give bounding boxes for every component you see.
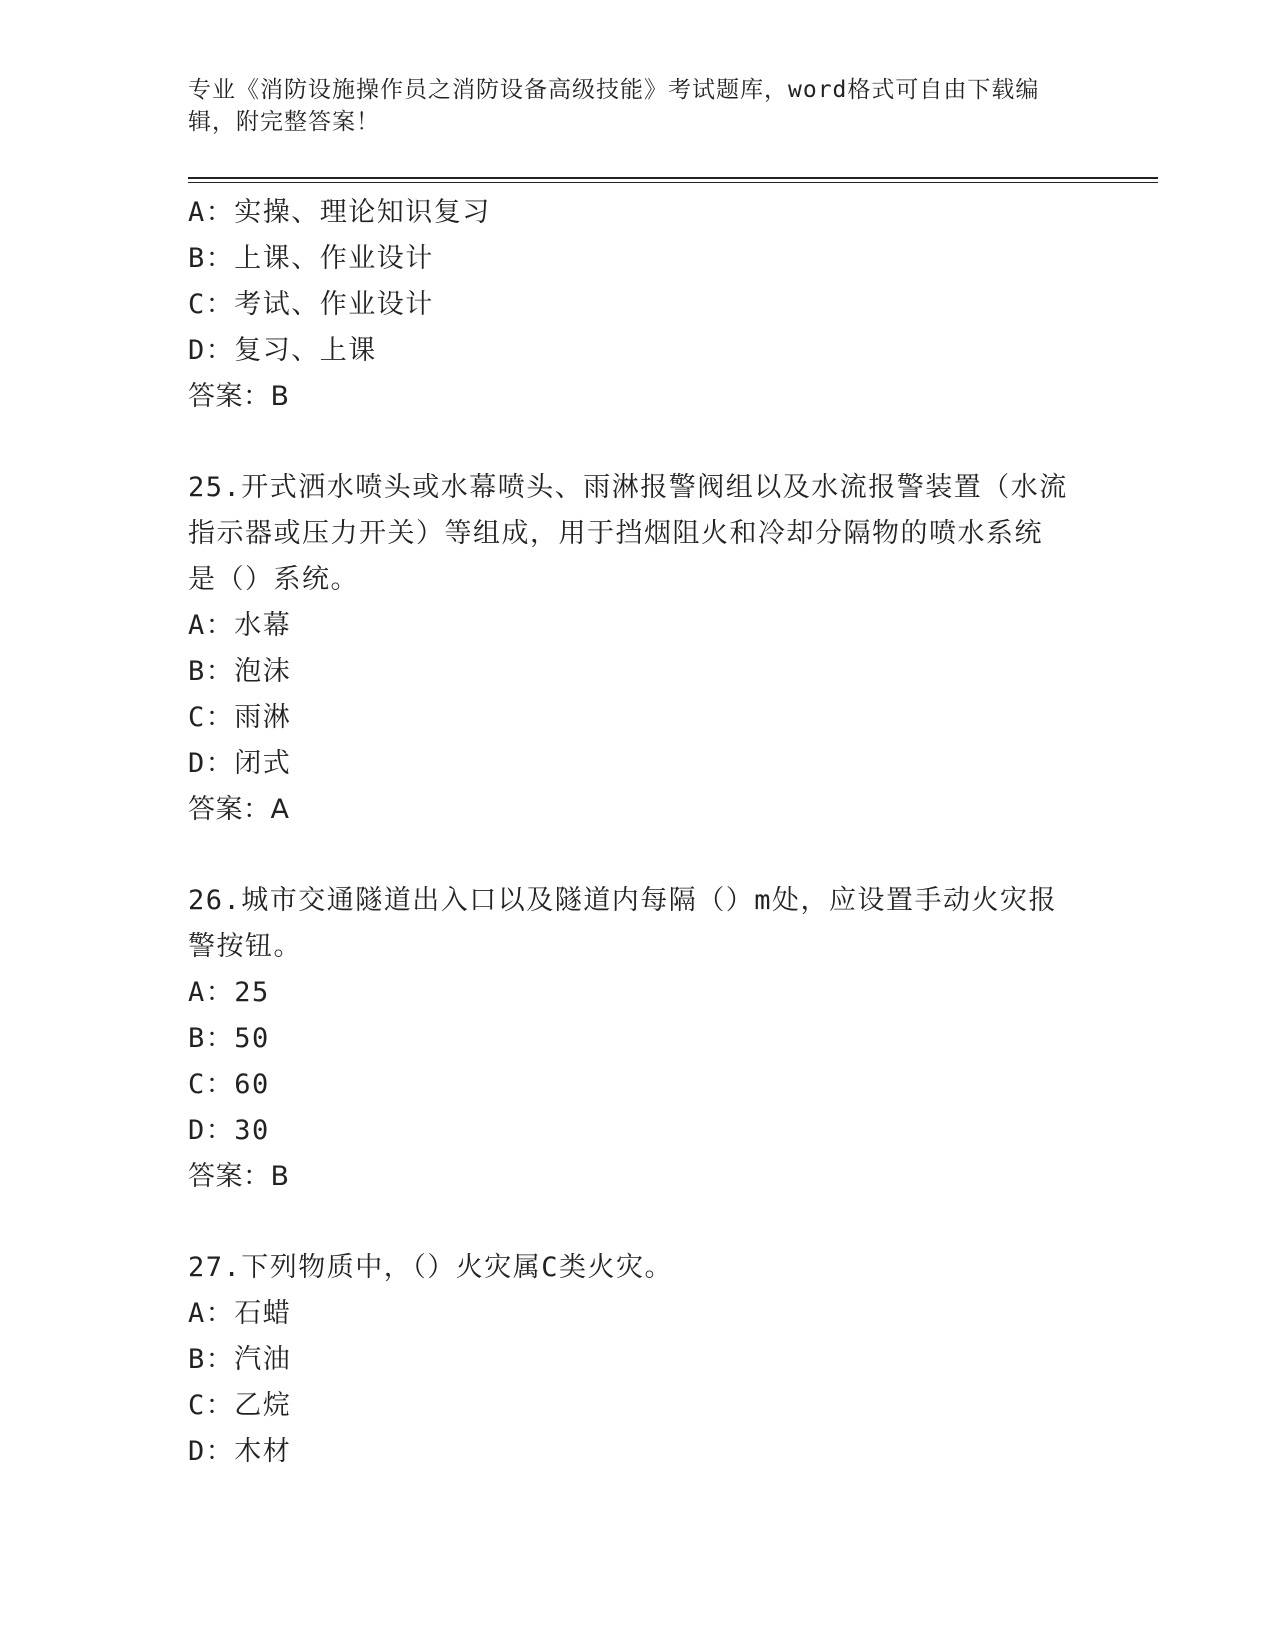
question-stem-line: 27.下列物质中，（）火灾属C类火灾。	[188, 1252, 674, 1283]
option-b: B：汽油	[188, 1344, 292, 1375]
question-25	[188, 465, 1088, 833]
answer-line: 答案：B	[188, 381, 290, 412]
header-divider-thin	[188, 182, 1158, 183]
answer-line: 答案：B	[188, 1161, 290, 1192]
option-a: A：水幕	[188, 610, 292, 641]
option-d: D：复习、上课	[188, 335, 377, 366]
spacer	[188, 833, 1088, 878]
option-c: C：雨淋	[188, 702, 292, 733]
option-a: A：实操、理论知识复习	[188, 197, 491, 228]
header-divider-thick	[188, 177, 1158, 179]
option-c: C：60	[188, 1069, 270, 1100]
option-c: C：考试、作业设计	[188, 289, 434, 320]
question-stem-line: 25.开式洒水喷头或水幕喷头、雨淋报警阀组以及水流报警装置（水流	[188, 472, 1068, 503]
question-stem-line: 警按钮。	[188, 931, 302, 962]
question-stem-line: 26.城市交通隧道出入口以及隧道内每隔（）m处，应设置手动火灾报	[188, 885, 1058, 916]
question-stem-line: 指示器或压力开关）等组成，用于挡烟阻火和冷却分隔物的喷水系统	[188, 518, 1043, 549]
option-d: D：闭式	[188, 748, 292, 779]
question-stem-line: 是（）系统。	[188, 564, 359, 595]
answer-line: 答案：A	[188, 794, 290, 825]
question-24-continued	[188, 190, 1088, 420]
question-27	[188, 1245, 1088, 1475]
option-a: A：25	[188, 977, 270, 1008]
option-d: D：木材	[188, 1436, 292, 1467]
option-b: B：泡沫	[188, 656, 292, 687]
header-line-2: 辑，附完整答案！	[188, 109, 380, 135]
document-header	[188, 74, 1088, 138]
option-d: D：30	[188, 1115, 270, 1146]
option-b: B：上课、作业设计	[188, 243, 434, 274]
question-content	[188, 190, 1088, 1475]
question-26	[188, 878, 1088, 1200]
header-line-1: 专业《消防设施操作员之消防设备高级技能》考试题库，word格式可自由下载编	[188, 77, 1040, 103]
spacer	[188, 1200, 1088, 1245]
option-c: C：乙烷	[188, 1390, 292, 1421]
option-b: B：50	[188, 1023, 270, 1054]
option-a: A：石蜡	[188, 1298, 292, 1329]
spacer	[188, 420, 1088, 465]
